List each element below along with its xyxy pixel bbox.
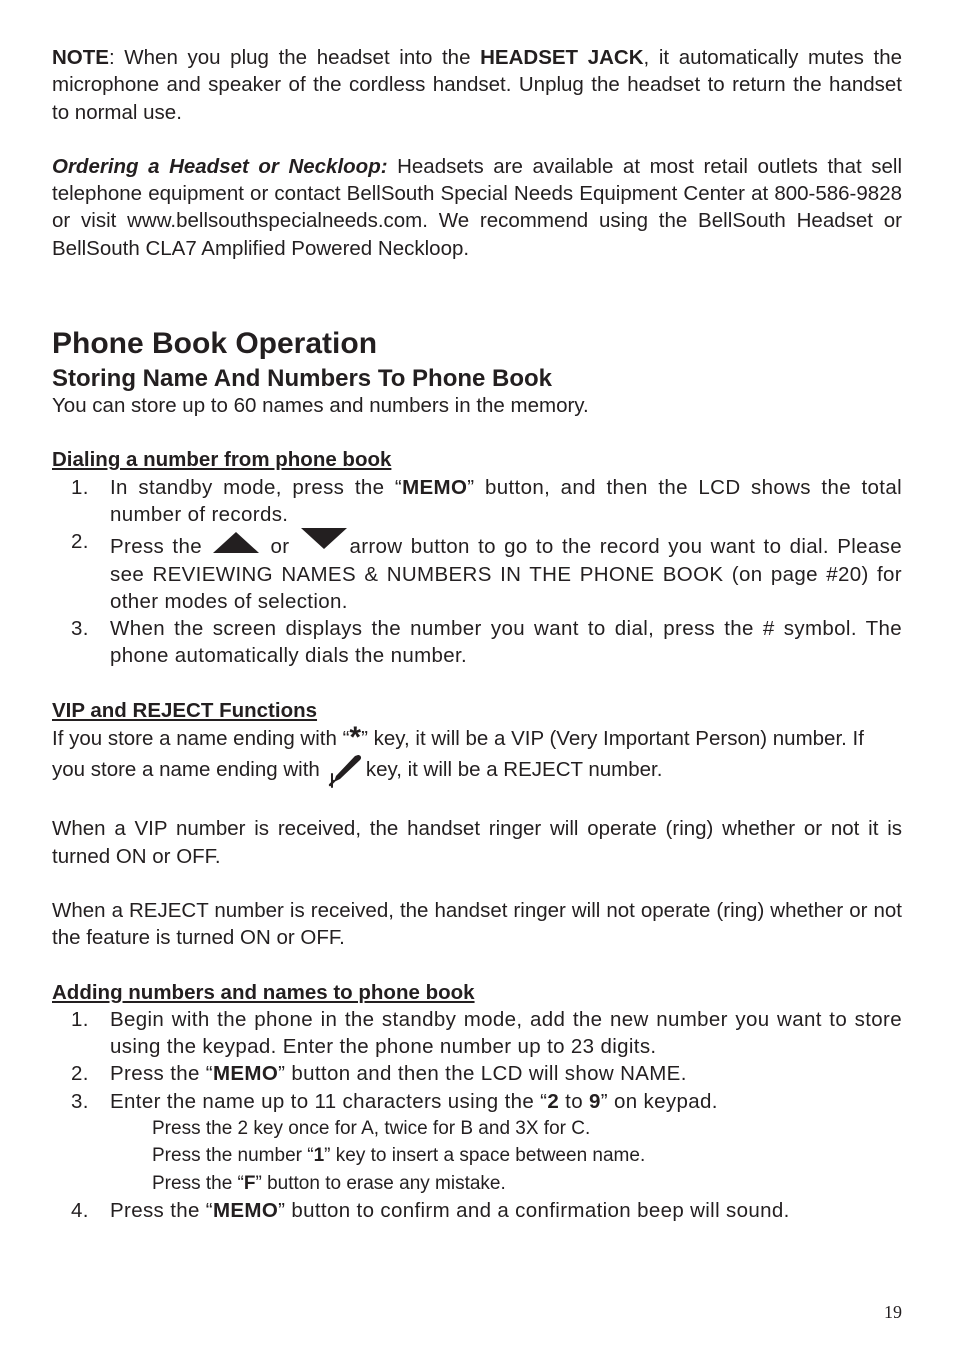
dialing-step-1: 1. In standby mode, press the “MEMO” button, and then the LCD shows the total number of records. — [71, 475, 902, 526]
ordering-label: Ordering a Headset or Neckloop: — [52, 154, 388, 178]
page-number: 19 — [884, 1302, 902, 1322]
reject-paragraph: When a REJECT number is received, the handset ringer will not operate (ring) whether or not the feature is turned ON or OFF. — [52, 898, 902, 950]
up-arrow-icon — [213, 532, 259, 553]
adding-note-3: Press the “F” button to erase any mistake. — [152, 1172, 506, 1194]
dialing-heading: Dialing a number from phone book — [52, 448, 392, 472]
note-label: NOTE — [52, 46, 109, 69]
adding-step-3: 3. Enter the name up to 11 characters using the “2 to 9” on keypad. — [71, 1089, 718, 1113]
dialing-step-2: 2. Press the or arrow button to go to the record you want to dial. Please see REVIEWING NAMES & NUMBERS IN THE PHONE BOOK (on page #20) for other modes of selection. — [71, 530, 903, 613]
section-subtitle: Storing Name And Numbers To Phone Book — [52, 365, 553, 393]
vip-paragraph-2: When a VIP number is received, the handset ringer will operate (ring) whether or not it is turned ON or OFF. — [52, 817, 902, 868]
adding-step-2: 2. Press the “MEMO” button and then the LCD will show NAME. — [71, 1062, 687, 1086]
adding-note-2: Press the number “1” key to insert a space between name. — [152, 1145, 646, 1167]
memo-label: MEMO — [402, 475, 468, 499]
intro-text: You can store up to 60 names and numbers in the memory. — [52, 394, 589, 418]
adding-steps — [52, 1006, 902, 1115]
adding-step-4: 4. Press the “MEMO” button to confirm and a confirmation beep will sound. — [71, 1198, 790, 1222]
dialing-steps — [52, 474, 902, 670]
manual-page — [52, 44, 902, 1224]
page-title: Phone Book Operation — [52, 327, 378, 361]
adding-steps-continued — [52, 1197, 902, 1224]
adding-heading: Adding numbers and names to phone book — [52, 980, 475, 1004]
star-key-symbol: * — [349, 721, 362, 755]
adding-step-1: 1. Begin with the phone in the standby mode, add the new number you want to store using the keypad. Enter the phone number up to 23 digits. — [71, 1007, 902, 1059]
headset-jack-label: HEADSET JACK — [480, 46, 644, 69]
ordering-paragraph: Ordering a Headset or Neckloop: Headsets are available at most retail outlets that sell telephone equipment or contact BellSouth Special Needs Equipment Center at 800-586-9828 or visit www.bellsouthspecialneeds.com. We recommend using the BellSouth Headset or BellSouth CLA7 Amplified Powered Neckloop. — [52, 154, 902, 260]
vip-heading: VIP and REJECT Functions — [52, 698, 318, 722]
pencil-icon — [326, 752, 364, 788]
dialing-step-3: 3. When the screen displays the number you want to dial, press the # symbol. The phone automatically dials the number. — [71, 617, 902, 668]
note-paragraph: NOTE: When you plug the headset into the HEADSET JACK, it automatically mutes the microphone and speaker of the cordless handset. Unplug the headset to return the handset to normal use. — [52, 46, 903, 124]
down-arrow-icon — [301, 528, 347, 549]
adding-note-1: Press the 2 key once for A, twice for B and 3X for C. — [152, 1118, 591, 1140]
vip-paragraph-1: If you store a name ending with “*” key, it will be a VIP (Very Important Person) number. If you store a name ending with key, it will be a REJECT number. — [52, 725, 902, 788]
